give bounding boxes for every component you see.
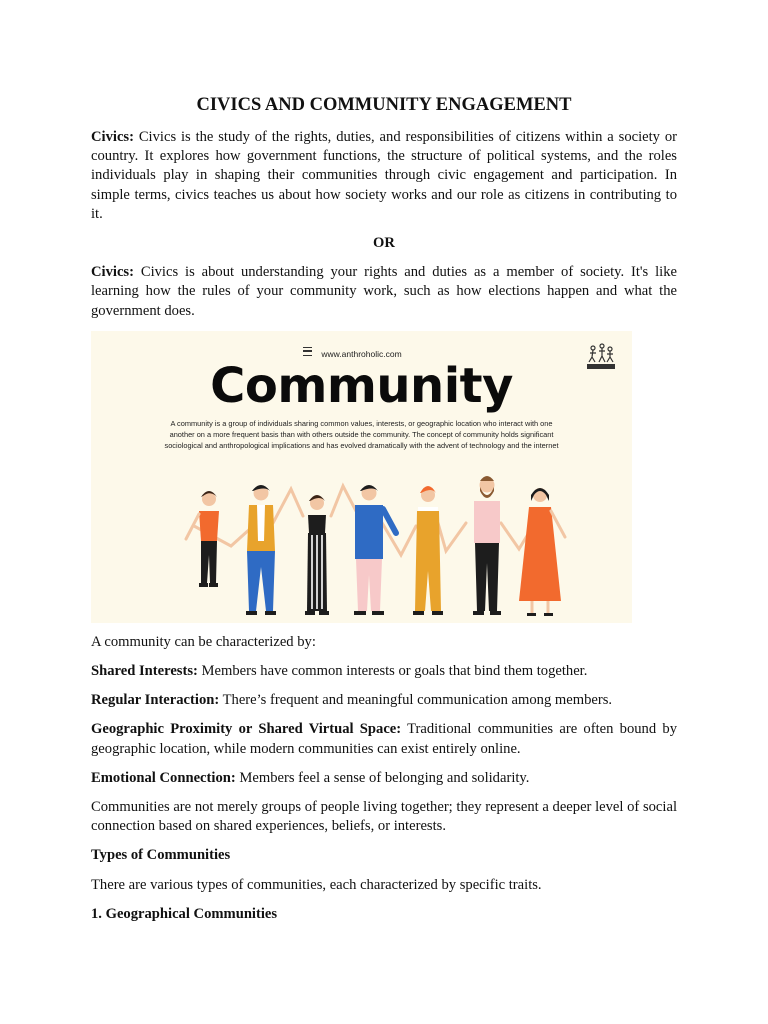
characteristics-intro: A community can be characterized by: xyxy=(91,633,316,650)
person-figure xyxy=(519,488,565,616)
types-heading-text: Types of Communities xyxy=(91,847,231,864)
trait-text: Traditional communities are often bound by geographic location, while modern communities can exist entirely online. xyxy=(91,721,677,757)
trait-geographic-proximity xyxy=(91,720,677,758)
trait-text: Members feel a sense of belonging and solidarity. xyxy=(235,769,530,786)
geographical-heading-text: 1. Geographical Communities xyxy=(91,905,278,922)
trait-text: Members have common interests or goals that bind them together. xyxy=(197,663,588,680)
definition-text: Civics is the study of the rights, duties, and responsibilities of citizens within a society or country. It explores how government functions, the structure of political systems, and the roles individuals play in shaping their communities through civic engagement and participation. In simple terms, civics teaches us about how society works and our role as citizens in contributing to it. xyxy=(91,129,677,222)
document-title: CIVICS AND COMMUNITY ENGAGEMENT xyxy=(196,95,572,115)
person-figure xyxy=(246,485,276,615)
types-heading xyxy=(91,846,677,865)
trait-term: Shared Interests: xyxy=(91,663,198,680)
person-figure xyxy=(473,476,501,615)
geographical-communities-heading xyxy=(91,905,677,924)
people-holding-hands-illustration xyxy=(91,471,632,623)
civics-definition-1 xyxy=(91,128,677,224)
infographic-title: Community xyxy=(210,357,513,414)
infographic-description: A community is a group of individuals sharing common values, interests, or geographic location who interact with one another on a more frequent basis than with others outside the community. The concept of community holds significant sociological and anthropological implications and has evolved dramatically with the advent of technology and the internet xyxy=(164,418,559,450)
definition-text: Civics is about understanding your rights and duties as a member of society. It's like learning how the rules of your community work, such as how elections happen and what the government does. xyxy=(91,264,677,319)
trait-term: Emotional Connection: xyxy=(91,769,236,786)
types-intro: There are various types of communities, each characterized by specific traits. xyxy=(91,876,542,893)
trait-emotional-connection xyxy=(91,769,677,788)
civics-definition-2 xyxy=(91,263,677,321)
trait-term: Geographic Proximity or Shared Virtual Space: xyxy=(91,721,402,738)
trait-regular-interaction xyxy=(91,691,677,710)
community-infographic xyxy=(91,331,632,623)
trait-term: Regular Interaction: xyxy=(91,692,220,709)
or-separator: OR xyxy=(373,235,395,252)
person-figure xyxy=(305,495,329,615)
community-summary: Communities are not merely groups of people living together; they represent a deeper level of social connection based on shared experiences, beliefs, or interests. xyxy=(91,799,677,835)
person-figure xyxy=(354,485,396,615)
infographic-url: www.anthroholic.com xyxy=(321,348,402,359)
person-figure xyxy=(413,486,443,615)
trait-shared-interests xyxy=(91,662,677,681)
definition-term: Civics: xyxy=(91,264,134,281)
document-body xyxy=(91,94,677,934)
trait-text: There’s frequent and meaningful communication among members. xyxy=(219,692,613,709)
definition-term: Civics: xyxy=(91,129,134,145)
person-figure xyxy=(186,491,219,587)
